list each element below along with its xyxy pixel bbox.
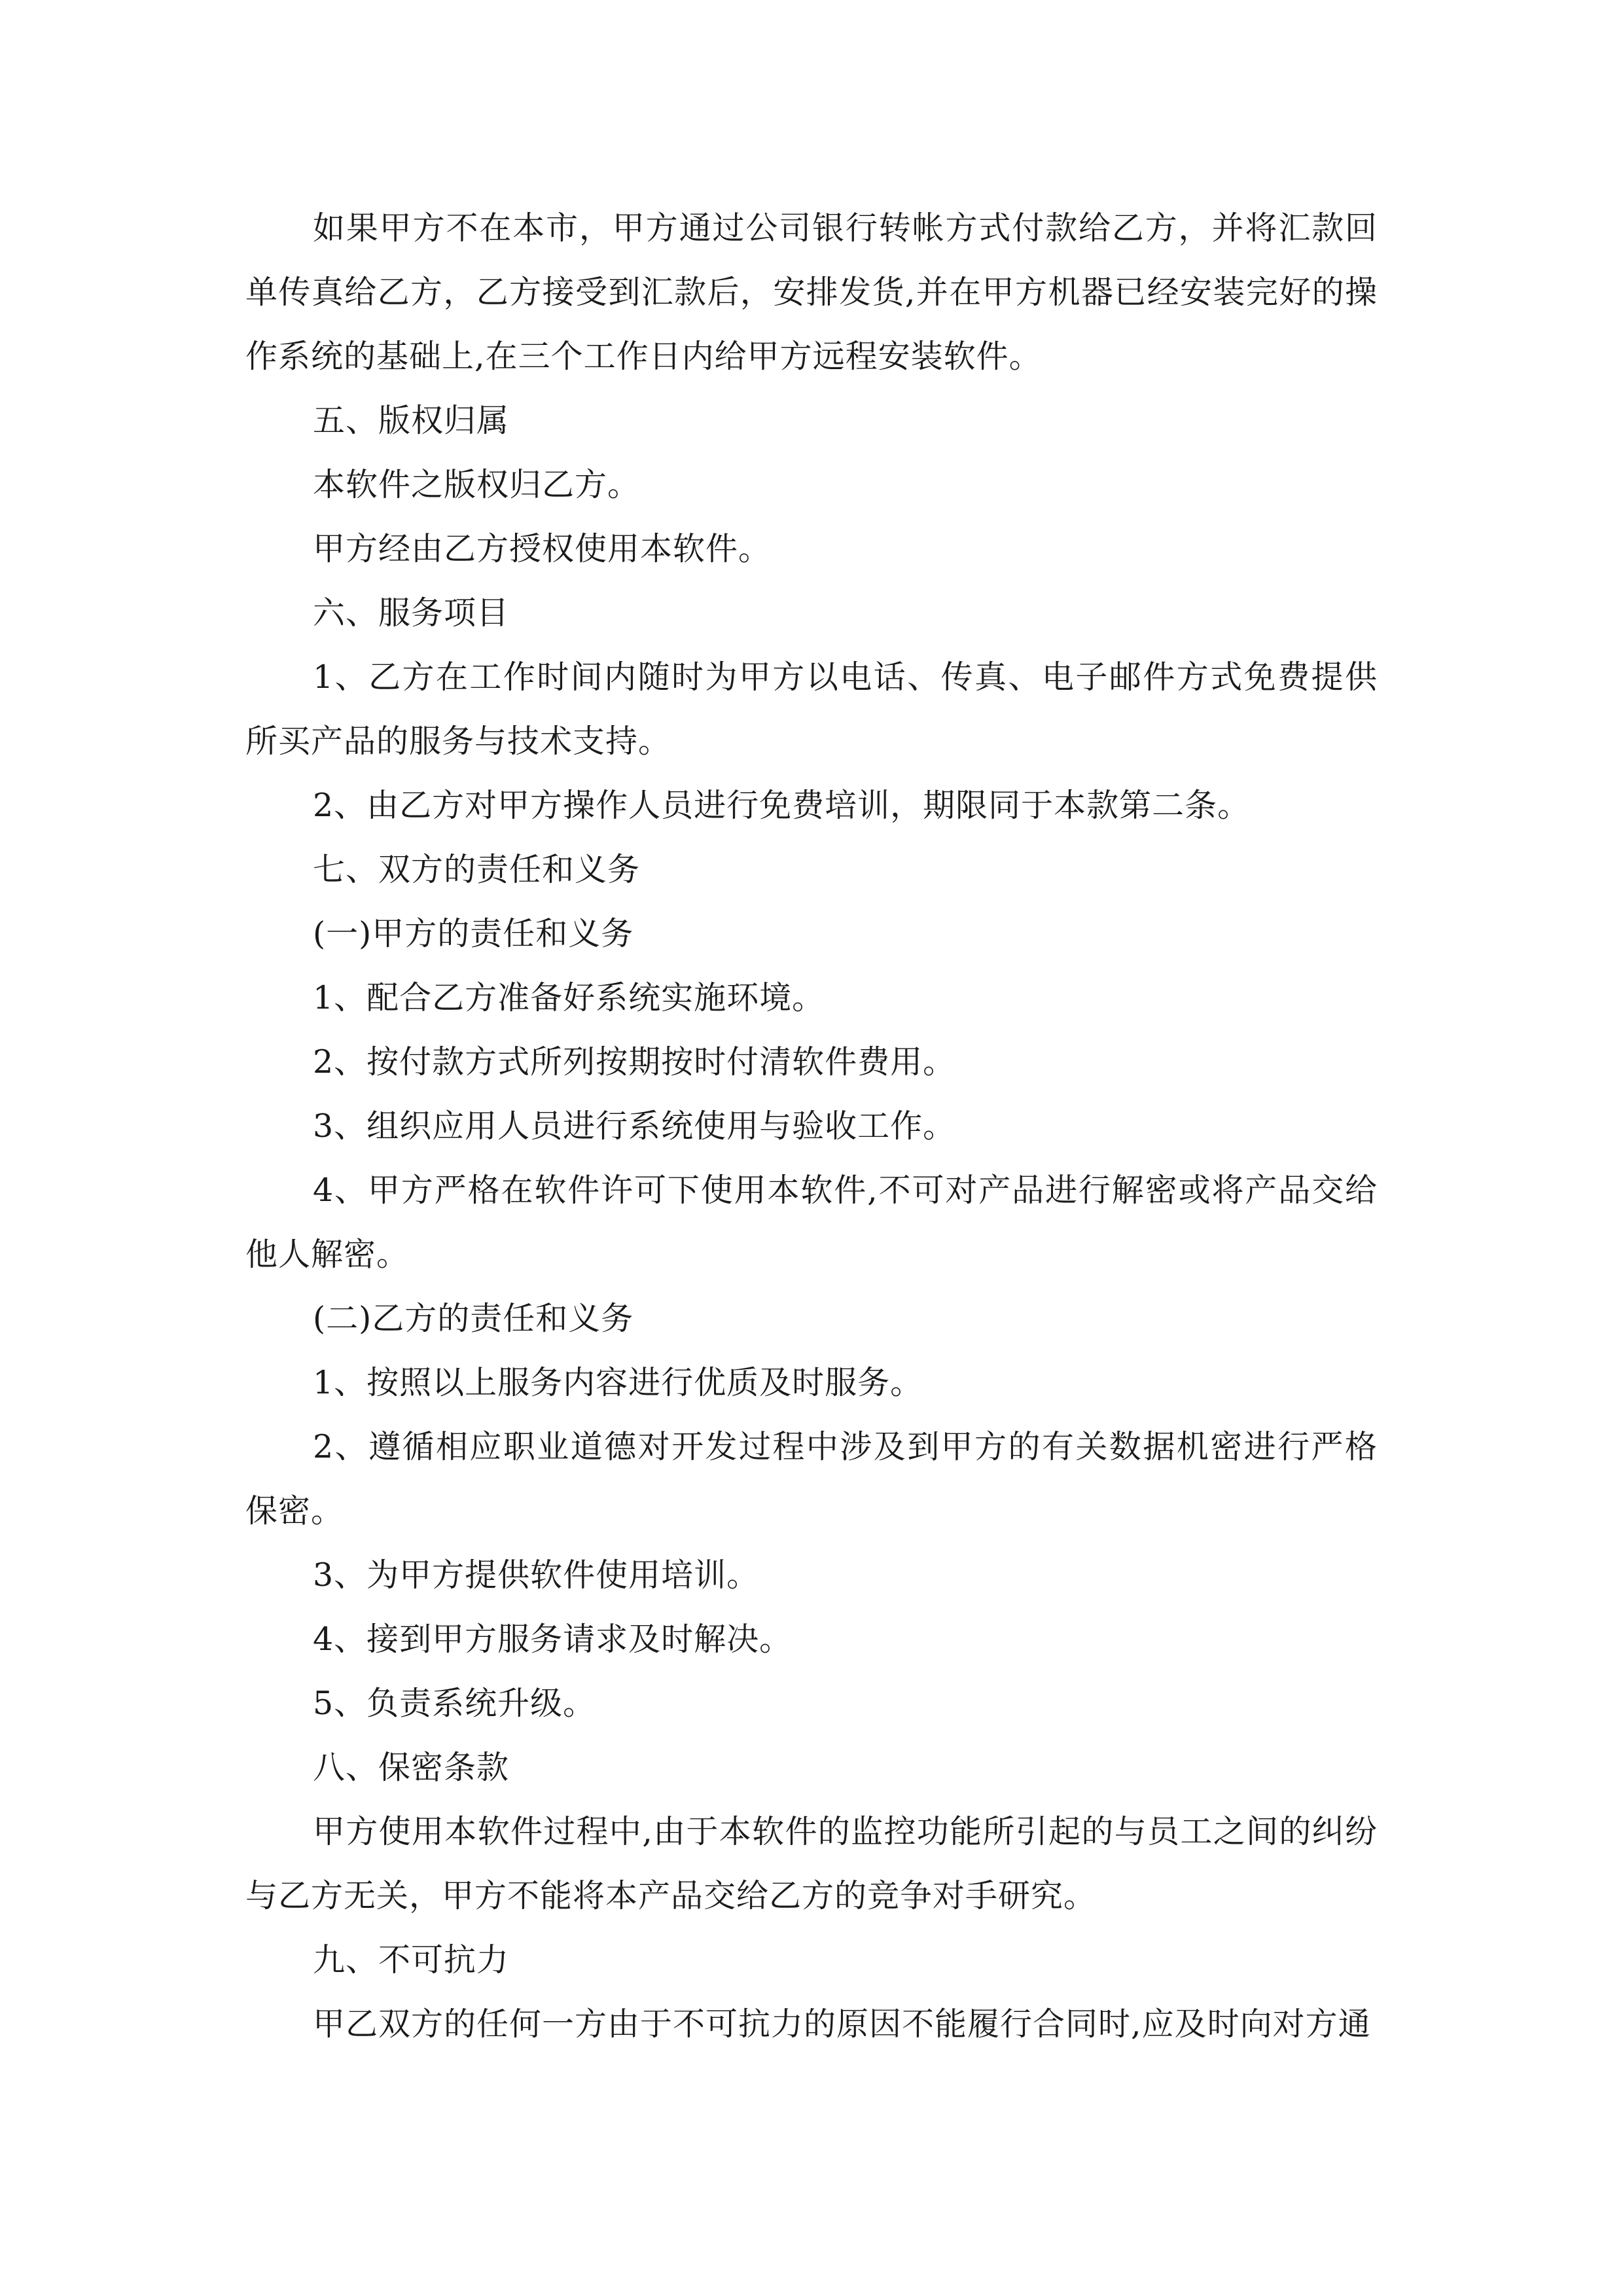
heading-copyright: 五、版权归属	[313, 402, 510, 439]
paragraph-party-a-1: 1、配合乙方准备好系统实施环境。	[313, 979, 825, 1016]
document-body	[245, 196, 1378, 2056]
paragraph-copyright-license: 甲方经由乙方授权使用本软件。	[313, 530, 772, 567]
paragraph-copyright-owner: 本软件之版权归乙方。	[313, 466, 641, 503]
paragraph-party-b-4: 4、接到甲方服务请求及时解决。	[313, 1621, 793, 1658]
paragraph-party-b-3: 3、为甲方提供软件使用培训。	[313, 1556, 760, 1594]
paragraph-service-2: 2、由乙方对甲方操作人员进行免费培训，期限同于本款第二条。	[313, 787, 1251, 824]
paragraph-party-b-2: 2、遵循相应职业道德对开发过程中涉及到甲方的有关数据机密进行严格保密。	[245, 1428, 1378, 1530]
paragraph-confidentiality: 甲方使用本软件过程中,由于本软件的监控功能所引起的与员工之间的纠纷与乙方无关，甲方不能将本产品交给乙方的竞争对手研究。	[245, 1813, 1378, 1914]
heading-services: 六、服务项目	[313, 594, 510, 632]
paragraph-force-majeure: 甲乙双方的任何一方由于不可抗力的原因不能履行合同时,应及时向对方通	[313, 2005, 1371, 2043]
paragraph-service-1: 1、乙方在工作时间内随时为甲方以电话、传真、电子邮件方式免费提供所买产品的服务与技术支持。	[245, 658, 1378, 760]
paragraph-party-a-3: 3、组织应用人员进行系统使用与验收工作。	[313, 1107, 956, 1145]
paragraph-party-a-2: 2、按付款方式所列按期按时付清软件费用。	[313, 1043, 956, 1081]
paragraph-party-b-5: 5、负责系统升级。	[313, 1685, 596, 1722]
heading-responsibilities: 七、双方的责任和义务	[313, 851, 641, 888]
paragraph-payment-transfer: 如果甲方不在本市，甲方通过公司银行转帐方式付款给乙方，并将汇款回单传真给乙方，乙方接受到汇款后，安排发货,并在甲方机器已经安装完好的操作系统的基础上,在三个工作日内给甲方远程安装软件。	[245, 209, 1378, 375]
heading-force-majeure: 九、不可抗力	[313, 1941, 510, 1979]
subheading-party-a: (一)甲方的责任和义务	[313, 915, 634, 952]
paragraph-party-b-1: 1、按照以上服务内容进行优质及时服务。	[313, 1364, 923, 1401]
subheading-party-b: (二)乙方的责任和义务	[313, 1300, 634, 1337]
heading-confidentiality: 八、保密条款	[313, 1749, 510, 1786]
paragraph-party-a-4: 4、甲方严格在软件许可下使用本软件,不可对产品进行解密或将产品交给他人解密。	[245, 1172, 1378, 1273]
